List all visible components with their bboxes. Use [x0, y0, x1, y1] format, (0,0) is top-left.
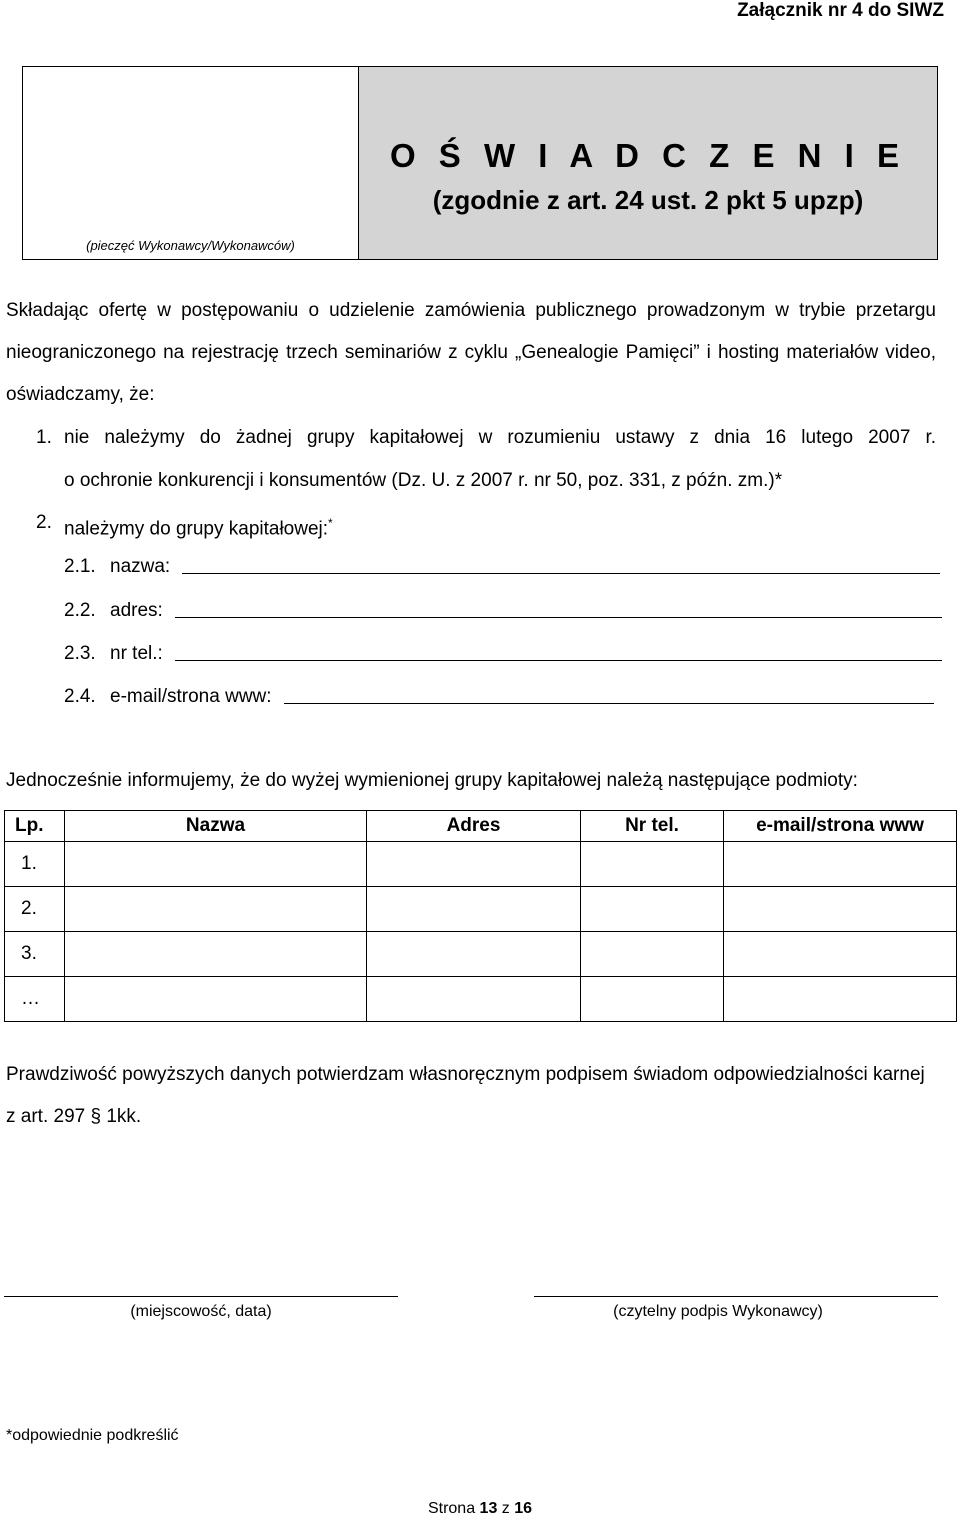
table-cell-lp: 3.: [5, 932, 65, 977]
table-cell[interactable]: [65, 977, 367, 1022]
field-label: nazwa:: [110, 556, 171, 577]
item-2-text: [64, 502, 333, 550]
page-footer: [0, 1500, 960, 1518]
column-header-lp: Lp.: [5, 811, 65, 842]
field-email: [64, 686, 934, 708]
info-line: Jednocześnie informujemy, że do wyżej wymienionej grupy kapitałowej należą następujące podmioty:: [6, 770, 858, 791]
table-cell[interactable]: [724, 887, 957, 932]
table-cell[interactable]: [581, 842, 724, 887]
page-separator: z: [501, 1500, 510, 1517]
table-cell[interactable]: [367, 842, 581, 887]
page-label: Strona: [427, 1500, 476, 1517]
signature-line[interactable]: [534, 1296, 938, 1297]
table-header-row: [5, 811, 957, 842]
entities-table: [4, 810, 957, 1022]
table-cell-lp: 1.: [5, 842, 65, 887]
table-cell[interactable]: [65, 887, 367, 932]
header-box: [22, 66, 938, 260]
field-number: 2.4.: [64, 686, 96, 707]
field-number: 2.3.: [64, 643, 96, 664]
footnote: *odpowiednie podkreślić: [6, 1427, 179, 1444]
field-input-line[interactable]: [284, 702, 934, 704]
field-number: 2.1.: [64, 556, 96, 577]
table-cell-lp: …: [5, 977, 65, 1022]
page-current: 13: [479, 1500, 498, 1517]
field-label: e-mail/strona www:: [110, 686, 272, 707]
table-cell[interactable]: [724, 842, 957, 887]
field-label: adres:: [110, 600, 163, 621]
table-cell[interactable]: [581, 977, 724, 1022]
field-phone: [64, 643, 942, 665]
item-1-line1: nie należymy do żadnej grupy kapitałowej w rozumieniu ustawy z dnia 16 lutego 2007 r.: [64, 427, 936, 448]
table-cell[interactable]: [367, 977, 581, 1022]
column-header-name: Nazwa: [65, 811, 367, 842]
statement-paragraph: Prawdziwość powyższych danych potwierdzam własnoręcznym podpisem świadom odpowiedzialności karnej z art. 297 § 1kk.: [6, 1064, 925, 1127]
table-cell[interactable]: [65, 932, 367, 977]
table-cell[interactable]: [367, 887, 581, 932]
place-date-line[interactable]: [4, 1296, 398, 1297]
field-input-line[interactable]: [175, 616, 942, 618]
document-subtitle: (zgodnie z art. 24 ust. 2 pkt 5 upzp): [432, 185, 864, 215]
item-1-line2: o ochronie konkurencji i konsumentów (Dz. U. z 2007 r. nr 50, poz. 331, z późn. zm.)*: [64, 470, 783, 491]
table-row: [5, 977, 957, 1022]
table-cell[interactable]: [724, 932, 957, 977]
field-name: [64, 556, 940, 578]
item-2-number: 2.: [36, 512, 52, 533]
stamp-caption: (pieczęć Wykonawcy/Wykonawców): [86, 238, 295, 253]
field-number: 2.2.: [64, 600, 96, 621]
table-row: [5, 887, 957, 932]
item-2-label: należymy do grupy kapitałowej:: [64, 518, 329, 540]
field-address: [64, 600, 942, 622]
stamp-area: [23, 67, 359, 259]
table-cell[interactable]: [581, 887, 724, 932]
title-area: [359, 67, 937, 259]
field-label: nr tel.:: [110, 643, 163, 664]
column-header-address: Adres: [367, 811, 581, 842]
table-row: [5, 932, 957, 977]
table-cell[interactable]: [581, 932, 724, 977]
intro-paragraph: Składając ofertę w postępowaniu o udzielenie zamówienia publicznego prowadzonym w trybie przetargu nieograniczonego na rejestrację trzech seminariów z cyklu „Genealogie Pamięci” i hosting materiałów video, oświadczamy, że:: [6, 300, 936, 405]
item-2-marker: *: [328, 516, 333, 530]
page-total: 16: [514, 1500, 533, 1517]
attachment-label: Załącznik nr 4 do SIWZ: [737, 0, 944, 21]
item-1-number: 1.: [36, 427, 52, 448]
table-cell[interactable]: [65, 842, 367, 887]
document-title: O Ś W I A D C Z E N I E: [389, 137, 907, 174]
table-cell[interactable]: [367, 932, 581, 977]
table-cell[interactable]: [724, 977, 957, 1022]
column-header-phone: Nr tel.: [581, 811, 724, 842]
table-row: [5, 842, 957, 887]
column-header-email: e-mail/strona www: [724, 811, 957, 842]
signature-caption: (czytelny podpis Wykonawcy): [613, 1303, 823, 1320]
field-input-line[interactable]: [175, 659, 942, 661]
place-date-caption: (miejscowość, data): [130, 1303, 272, 1320]
field-input-line[interactable]: [182, 572, 940, 574]
table-cell-lp: 2.: [5, 887, 65, 932]
